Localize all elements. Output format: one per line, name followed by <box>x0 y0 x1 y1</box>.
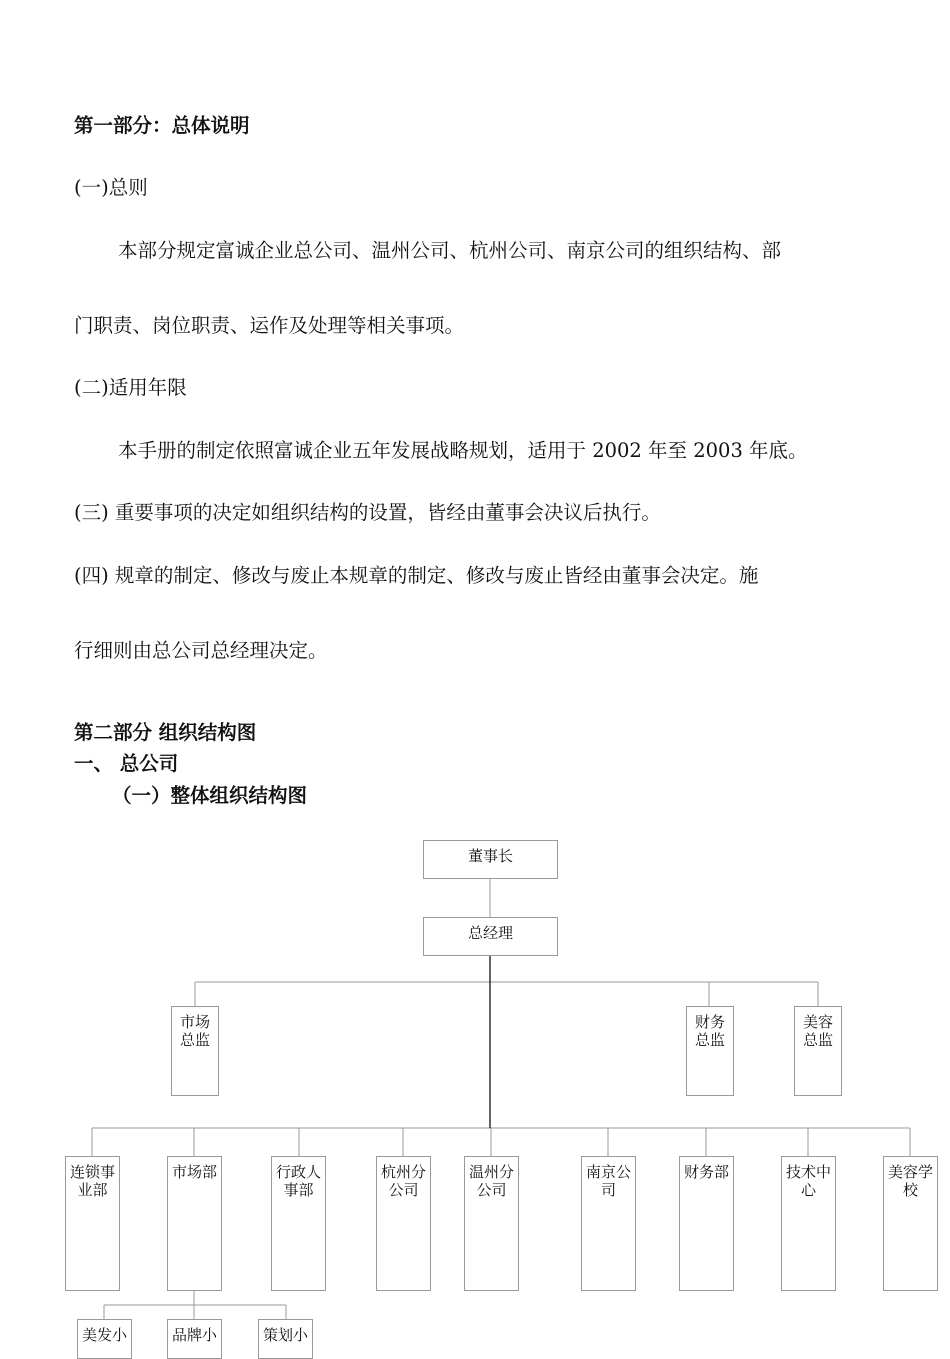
part2-sub2: （一）整体组织结构图 <box>112 784 308 807</box>
org-node-marketing-director: 市场 总监 <box>171 1006 219 1096</box>
section4-text-line2: 行细则由总公司总经理决定。 <box>74 639 328 662</box>
org-node-finance-director: 财务 总监 <box>686 1006 734 1096</box>
org-node-wenzhou-branch: 温州分 公司 <box>464 1156 519 1291</box>
org-node-general-manager: 总经理 <box>423 917 558 956</box>
org-node-beauty-director: 美容 总监 <box>794 1006 842 1096</box>
org-node-brand-group: 品牌小 <box>167 1319 222 1359</box>
org-node-finance-dept: 财务部 <box>679 1156 734 1291</box>
part2-title: 第二部分 组织结构图 <box>74 721 257 744</box>
section4-text-line1: (四) 规章的制定、修改与废止本规章的制定、修改与废止皆经由董事会决定。施 <box>74 564 759 587</box>
section2-heading: (二)适用年限 <box>74 376 187 399</box>
section1-text-line2: 门职责、岗位职责、运作及处理等相关事项。 <box>74 314 465 337</box>
org-node-tech-center: 技术中 心 <box>781 1156 836 1291</box>
org-node-marketing-dept: 市场部 <box>167 1156 222 1291</box>
part2-sub1: 一、 总公司 <box>74 752 179 775</box>
org-node-planning-group: 策划小 <box>258 1319 313 1359</box>
section1-heading: (一)总则 <box>74 176 148 199</box>
org-node-beauty-school: 美容学 校 <box>883 1156 938 1291</box>
section1-text-line1: 本部分规定富诚企业总公司、温州公司、杭州公司、南京公司的组织结构、部 <box>118 239 782 262</box>
org-node-chairman: 董事长 <box>423 840 558 879</box>
org-node-nanjing-company: 南京公 司 <box>581 1156 636 1291</box>
org-node-chain-business-dept: 连锁事 业部 <box>65 1156 120 1291</box>
section2-text: 本手册的制定依照富诚企业五年发展战略规划，适用于 2002 年至 2003 年底。 <box>118 439 808 462</box>
section3-text: (三) 重要事项的决定如组织结构的设置，皆经由董事会决议后执行。 <box>74 501 661 524</box>
org-node-hangzhou-branch: 杭州分 公司 <box>376 1156 431 1291</box>
org-node-admin-hr-dept: 行政人 事部 <box>271 1156 326 1291</box>
org-node-hair-group: 美发小 <box>77 1319 132 1359</box>
part1-title: 第一部分：总体说明 <box>74 114 250 137</box>
